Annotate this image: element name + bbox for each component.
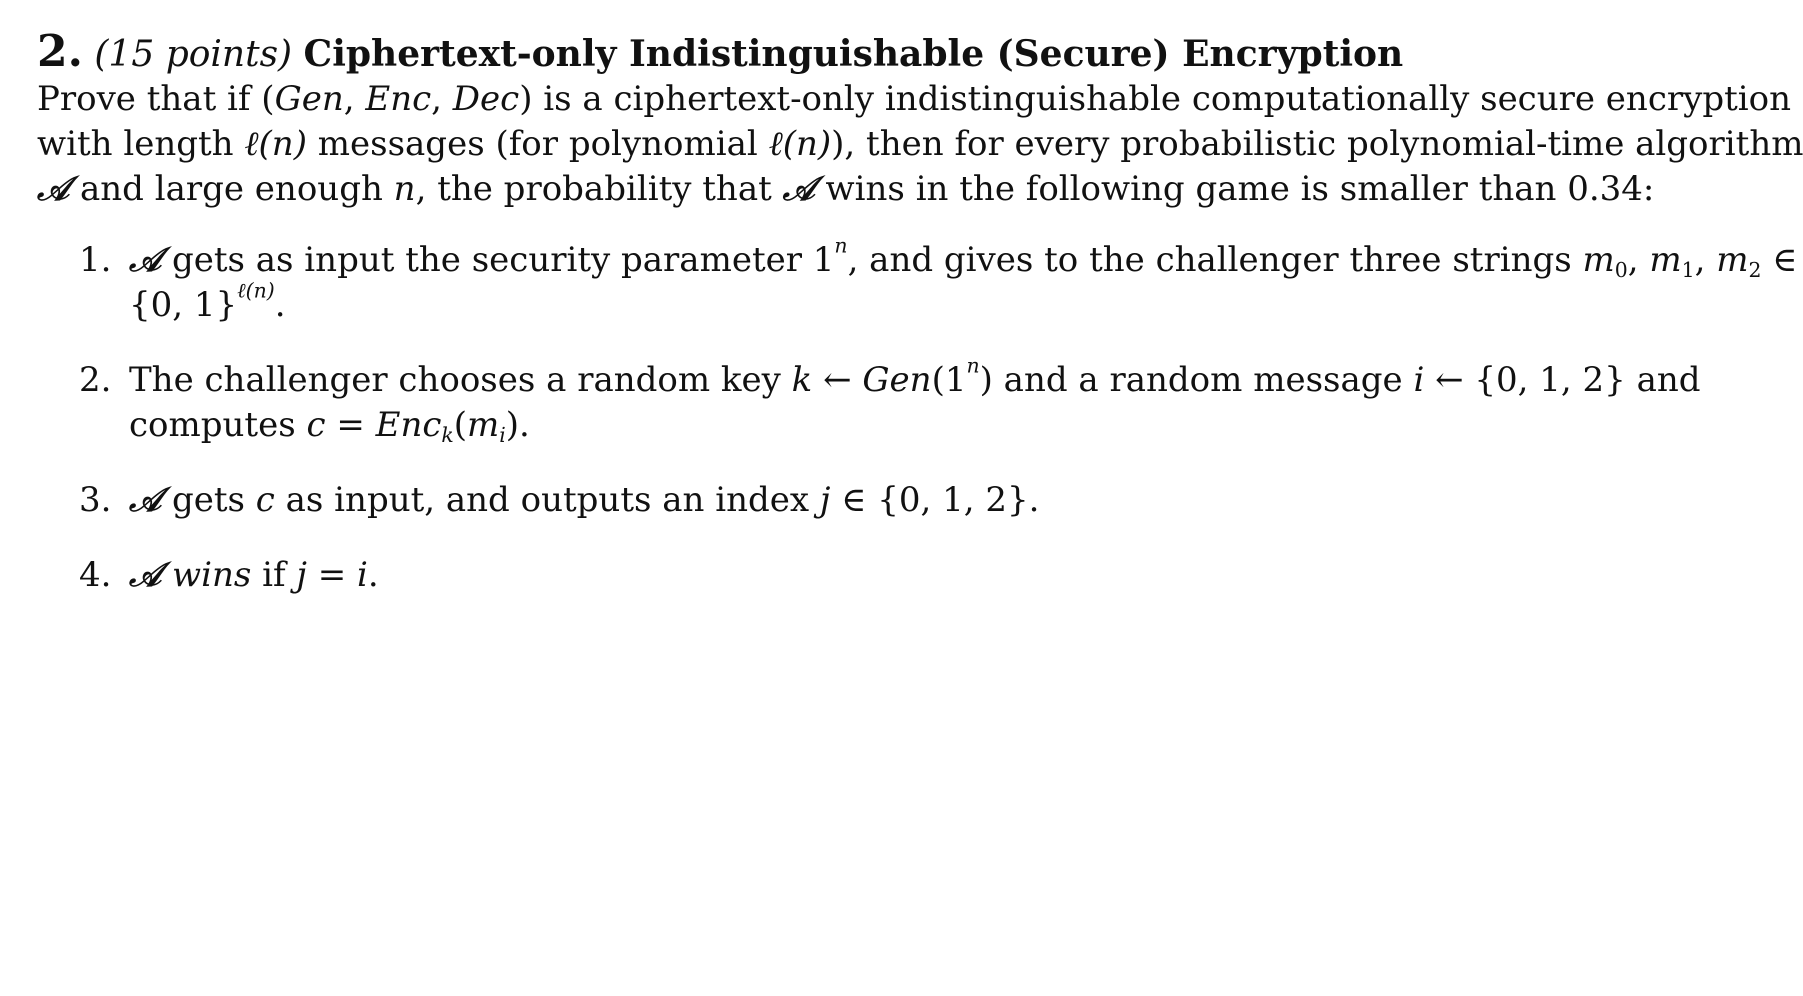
math: ℓ(n) — [768, 124, 832, 164]
math: k — [441, 423, 454, 448]
text: ) is a ciphertext-only indistinguishable computationally secure encryption — [519, 79, 1791, 119]
math: {0, 1} — [129, 285, 238, 325]
document-page — [37, 26, 1803, 628]
step-line — [129, 478, 1677, 523]
text: ∈ {0, 1, 2}. — [830, 480, 1040, 520]
list-marker: 1. — [79, 240, 112, 280]
emphasis: wins — [161, 555, 252, 595]
problem-statement — [37, 77, 1803, 212]
step-line — [129, 233, 1798, 283]
text: messages (for polynomial — [306, 124, 769, 164]
text: , the probability that — [415, 169, 783, 209]
math: 𝒜 — [782, 169, 815, 209]
text: ∈ — [1761, 240, 1798, 280]
math: Enc — [375, 405, 442, 445]
list-marker: 3. — [79, 480, 112, 520]
text: , — [1694, 240, 1717, 280]
list-item — [37, 353, 1701, 448]
text: ) and a random message — [979, 360, 1414, 400]
math: i — [357, 555, 368, 595]
text: The challenger chooses a random key — [129, 360, 792, 400]
text: , and gives to the challenger three strings — [847, 240, 1583, 280]
text: as input, and outputs an index — [274, 480, 820, 520]
text: . — [367, 555, 379, 595]
list-marker: 4. — [79, 555, 112, 595]
text: ← {0, 1, 2} and — [1424, 360, 1701, 400]
math: ℓ(n) — [244, 124, 307, 164]
text: ). — [505, 405, 530, 445]
math: m — [1582, 240, 1615, 280]
text: Prove that if ( — [37, 79, 275, 119]
math: j — [819, 480, 831, 520]
text: if — [251, 555, 297, 595]
math: n — [966, 353, 980, 378]
step-line — [129, 553, 1677, 598]
text: gets as input the security parameter 1 — [161, 240, 835, 280]
text: and large enough — [69, 169, 394, 209]
text: , — [1627, 240, 1650, 280]
text: ), then for every probabilistic polynomial-time algorithm — [831, 124, 1803, 164]
game-steps-list — [37, 233, 1798, 598]
math: 𝒜 — [129, 240, 162, 280]
math: 𝒜 — [129, 480, 162, 520]
step-line — [129, 403, 1677, 448]
math: Gen — [274, 79, 344, 119]
text: with length — [37, 124, 245, 164]
math: n — [834, 233, 848, 258]
step-line — [129, 278, 1677, 328]
statement-line-2 — [37, 122, 1803, 167]
math: m — [1716, 240, 1749, 280]
math: Dec — [452, 79, 520, 119]
math: Gen — [862, 360, 932, 400]
math: (1 — [931, 360, 967, 400]
math: c — [255, 480, 275, 520]
text: gets — [161, 480, 256, 520]
problem-points: (15 points) — [94, 34, 293, 75]
math: j — [296, 555, 307, 595]
math: ← — [812, 360, 863, 400]
problem-heading — [37, 26, 1677, 77]
math: i — [1413, 360, 1425, 400]
problem-title: Ciphertext-only Indistinguishable (Secure) Encryption — [303, 33, 1404, 75]
text: . — [274, 285, 286, 325]
math: 𝒜 — [37, 169, 70, 209]
problem-number: 2. — [37, 26, 83, 77]
text: , — [343, 79, 366, 119]
math: 2 — [1748, 258, 1762, 283]
math: = — [306, 555, 358, 595]
text: wins in the following game is smaller than 0.34: — [814, 169, 1655, 209]
math: m — [467, 405, 500, 445]
math: 0 — [1614, 258, 1628, 283]
math: k — [791, 360, 813, 400]
math: 1 — [1681, 258, 1695, 283]
math: Enc — [365, 79, 432, 119]
list-item — [37, 553, 1677, 598]
step-line — [129, 353, 1701, 403]
math: ( — [453, 405, 468, 445]
math: ℓ(n) — [237, 278, 275, 303]
statement-line-3 — [37, 167, 1677, 212]
math: c — [306, 405, 326, 445]
math: n — [393, 169, 416, 209]
math: m — [1649, 240, 1682, 280]
list-item — [37, 478, 1677, 523]
list-item — [37, 233, 1798, 328]
statement-line-1 — [37, 77, 1791, 122]
list-marker: 2. — [79, 360, 112, 400]
math: = — [325, 405, 376, 445]
text: , — [431, 79, 453, 119]
text: computes — [129, 405, 307, 445]
math: 𝒜 — [129, 555, 162, 595]
math: i — [499, 423, 506, 448]
